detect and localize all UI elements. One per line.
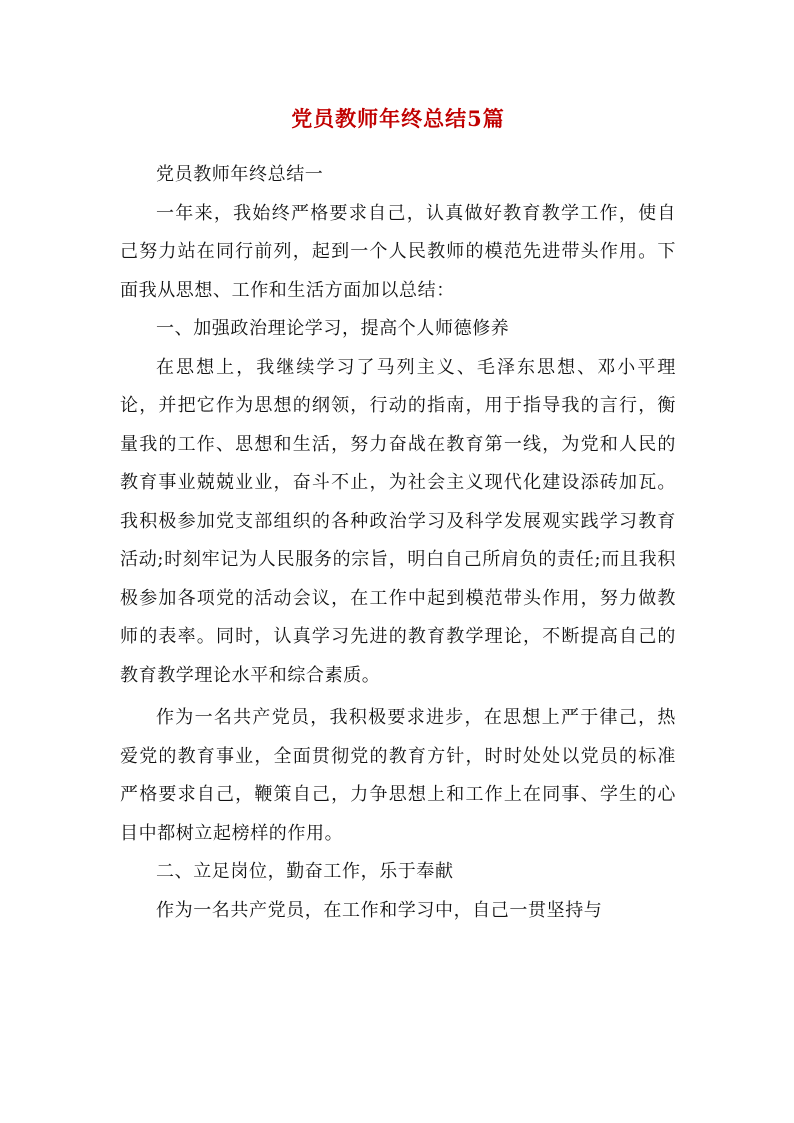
paragraph: 一年来，我始终严格要求自己，认真做好教育教学工作，使自己努力站在同行前列，起到一个人民教师的模范先进带头作用。下面我从思想、工作和生活方面加以总结： [120, 202, 676, 301]
section-heading: 党员教师年终总结一 [156, 164, 324, 185]
document-page [120, 0, 676, 1123]
section-heading: 一、加强政治理论学习，提高个人师德修养 [156, 318, 510, 339]
paragraph: 作为一名共产党员，我积极要求进步，在思想上严于律己，热爱党的教育事业，全面贯彻党的教育方针，时时处处以党员的标准严格要求自己，鞭策自己，力争思想上和工作上在同事、学生的心目中都树立起榜样的作用。 [120, 707, 676, 844]
document-body [120, 156, 676, 930]
paragraph: 作为一名共产党员，在工作和学习中，自己一贯坚持与 [156, 899, 603, 921]
paragraph: 在思想上，我继续学习了马列主义、毛泽东思想、邓小平理论，并把它作为思想的纲领，行动的指南，用于指导我的言行，衡量我的工作、思想和生活，努力奋战在教育第一线，为党和人民的教育事业兢兢业业，奋斗不止，为社会主义现代化建设添砖加瓦。我积极参加党支部组织的各种政治学习及科学发展观实践学习教育活动;时刻牢记为人民服务的宗旨，明白自己所肩负的责任;而且我积极参加各项党的活动会议，在工作中起到模范带头作用，努力做教师的表率。同时，认真学习先进的教育教学理论，不断提高自己的教育教学理论水平和综合素质。 [120, 356, 676, 686]
document-title: 党员教师年终总结5篇 [291, 106, 505, 131]
section-heading: 二、立足岗位，勤奋工作，乐于奉献 [156, 861, 454, 882]
